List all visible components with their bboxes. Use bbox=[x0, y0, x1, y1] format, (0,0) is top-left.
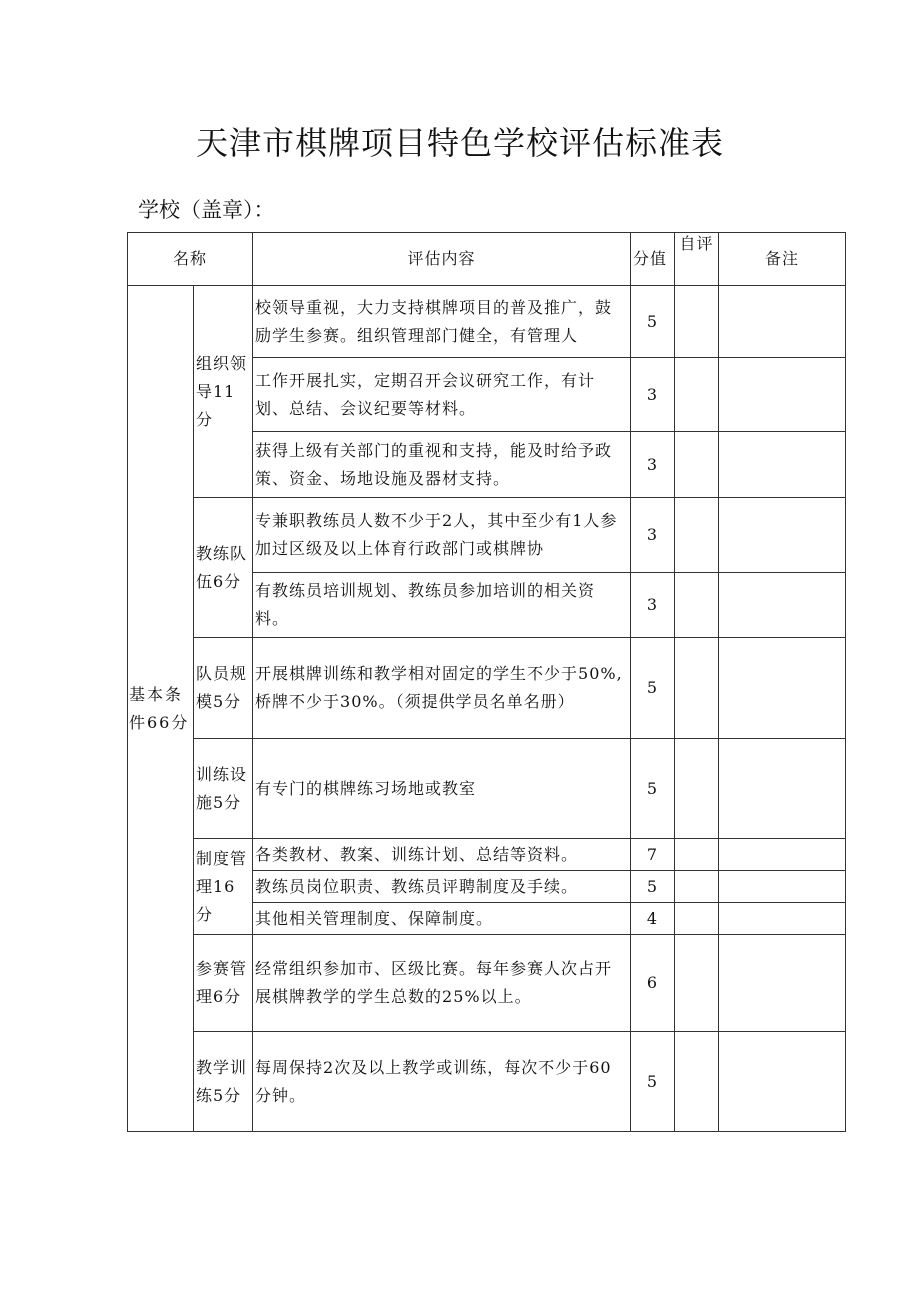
header-name: 名称 bbox=[128, 233, 253, 286]
table-row bbox=[128, 498, 846, 573]
header-row bbox=[128, 233, 846, 286]
remark-cell[interactable] bbox=[719, 1032, 846, 1132]
self-eval-cell[interactable] bbox=[675, 432, 719, 498]
remark-cell[interactable] bbox=[719, 739, 846, 839]
evaluation-table bbox=[127, 232, 846, 1132]
content-cell: 开展棋牌训练和教学相对固定的学生不少于50%,桥牌不少于30%。（须提供学员名单名册） bbox=[253, 638, 631, 739]
content-cell: 其他相关管理制度、保障制度。 bbox=[253, 903, 631, 935]
self-eval-cell[interactable] bbox=[675, 1032, 719, 1132]
header-self-eval: 自评 bbox=[675, 233, 719, 286]
group-name: 制度管理16分 bbox=[194, 839, 253, 935]
score-cell: 5 bbox=[631, 638, 675, 739]
remark-cell[interactable] bbox=[719, 935, 846, 1032]
table-row bbox=[128, 935, 846, 1032]
self-eval-cell[interactable] bbox=[675, 498, 719, 573]
self-eval-cell[interactable] bbox=[675, 935, 719, 1032]
score-cell: 3 bbox=[631, 573, 675, 638]
score-cell: 6 bbox=[631, 935, 675, 1032]
group-name: 队员规模5分 bbox=[194, 638, 253, 739]
self-eval-cell[interactable] bbox=[675, 573, 719, 638]
score-cell: 5 bbox=[631, 739, 675, 839]
group-name: 组织领导11分 bbox=[194, 286, 253, 498]
remark-cell[interactable] bbox=[719, 286, 846, 358]
score-cell: 5 bbox=[631, 1032, 675, 1132]
header-remark: 备注 bbox=[719, 233, 846, 286]
content-cell: 校领导重视，大力支持棋牌项目的普及推广，鼓励学生参赛。组织管理部门健全，有管理人 bbox=[253, 286, 631, 358]
score-cell: 5 bbox=[631, 286, 675, 358]
group-name: 训练设施5分 bbox=[194, 739, 253, 839]
self-eval-cell[interactable] bbox=[675, 358, 719, 432]
remark-cell[interactable] bbox=[719, 903, 846, 935]
group-name: 教学训练5分 bbox=[194, 1032, 253, 1132]
category-cell: 基本条件66分 bbox=[128, 286, 194, 1132]
school-seal-label: 学校（盖章）： bbox=[138, 198, 275, 222]
self-eval-cell[interactable] bbox=[675, 739, 719, 839]
group-name: 教练队伍6分 bbox=[194, 498, 253, 638]
self-eval-cell[interactable] bbox=[675, 286, 719, 358]
header-content: 评估内容 bbox=[253, 233, 631, 286]
score-cell: 3 bbox=[631, 358, 675, 432]
self-eval-cell[interactable] bbox=[675, 839, 719, 871]
score-cell: 3 bbox=[631, 432, 675, 498]
score-cell: 3 bbox=[631, 498, 675, 573]
table-row bbox=[128, 839, 846, 871]
header-score: 分值 bbox=[631, 233, 675, 286]
score-cell: 7 bbox=[631, 839, 675, 871]
remark-cell[interactable] bbox=[719, 358, 846, 432]
group-name: 参赛管理6分 bbox=[194, 935, 253, 1032]
table-row bbox=[128, 1032, 846, 1132]
content-cell: 有教练员培训规划、教练员参加培训的相关资料。 bbox=[253, 573, 631, 638]
remark-cell[interactable] bbox=[719, 498, 846, 573]
self-eval-cell[interactable] bbox=[675, 638, 719, 739]
table-row bbox=[128, 286, 846, 358]
table-row bbox=[128, 638, 846, 739]
remark-cell[interactable] bbox=[719, 839, 846, 871]
content-cell: 工作开展扎实，定期召开会议研究工作，有计划、总结、会议纪要等材料。 bbox=[253, 358, 631, 432]
content-cell: 获得上级有关部门的重视和支持，能及时给予政策、资金、场地设施及器材支持。 bbox=[253, 432, 631, 498]
remark-cell[interactable] bbox=[719, 638, 846, 739]
remark-cell[interactable] bbox=[719, 573, 846, 638]
content-cell: 专兼职教练员人数不少于2人，其中至少有1人参加过区级及以上体育行政部门或棋牌协 bbox=[253, 498, 631, 573]
self-eval-cell[interactable] bbox=[675, 871, 719, 903]
content-cell: 经常组织参加市、区级比赛。每年参赛人次占开展棋牌教学的学生总数的25%以上。 bbox=[253, 935, 631, 1032]
content-cell: 各类教材、教案、训练计划、总结等资料。 bbox=[253, 839, 631, 871]
score-cell: 5 bbox=[631, 871, 675, 903]
score-cell: 4 bbox=[631, 903, 675, 935]
page-title: 天津市棋牌项目特色学校评估标准表 bbox=[195, 124, 724, 162]
remark-cell[interactable] bbox=[719, 432, 846, 498]
self-eval-cell[interactable] bbox=[675, 903, 719, 935]
content-cell: 每周保持2次及以上教学或训练，每次不少于60分钟。 bbox=[253, 1032, 631, 1132]
content-cell: 教练员岗位职责、教练员评聘制度及手续。 bbox=[253, 871, 631, 903]
remark-cell[interactable] bbox=[719, 871, 846, 903]
content-cell: 有专门的棋牌练习场地或教室 bbox=[253, 739, 631, 839]
table-row bbox=[128, 739, 846, 839]
